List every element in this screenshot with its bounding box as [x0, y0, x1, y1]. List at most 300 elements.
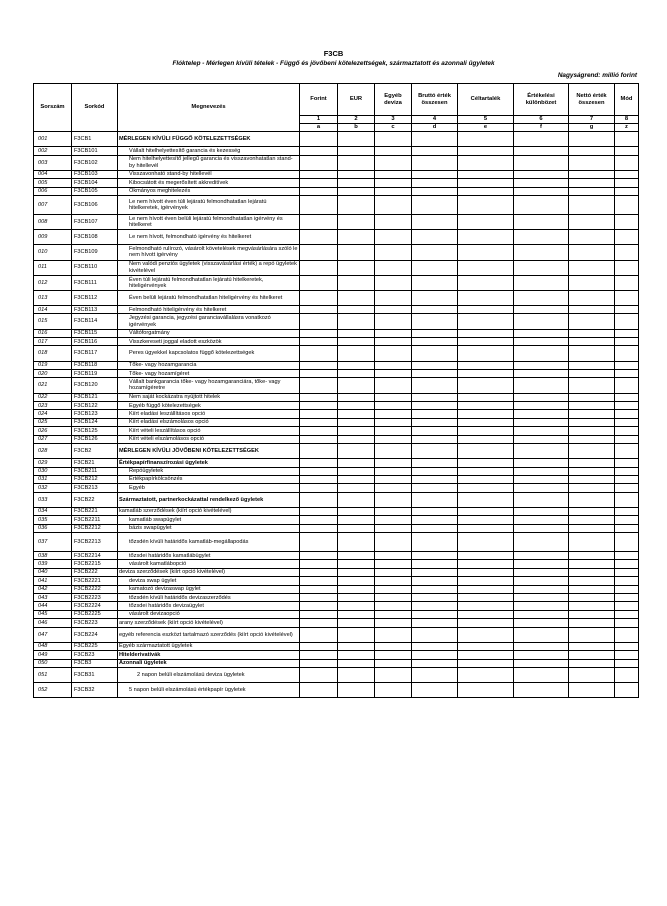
- value-cell[interactable]: [569, 245, 615, 260]
- value-cell[interactable]: [375, 132, 412, 147]
- value-cell[interactable]: [569, 214, 615, 229]
- value-cell[interactable]: [338, 290, 375, 305]
- value-cell[interactable]: [338, 338, 375, 346]
- value-cell[interactable]: [569, 475, 615, 483]
- value-cell[interactable]: [375, 187, 412, 195]
- value-cell[interactable]: [412, 475, 458, 483]
- value-cell[interactable]: [615, 245, 639, 260]
- value-cell[interactable]: [412, 659, 458, 667]
- value-cell[interactable]: [458, 306, 514, 314]
- value-cell[interactable]: [375, 524, 412, 532]
- value-cell[interactable]: [412, 329, 458, 337]
- value-cell[interactable]: [412, 418, 458, 426]
- value-cell[interactable]: [375, 507, 412, 515]
- value-cell[interactable]: [514, 459, 569, 467]
- value-cell[interactable]: [300, 214, 338, 229]
- value-cell[interactable]: [300, 524, 338, 532]
- value-cell[interactable]: [514, 659, 569, 667]
- value-cell[interactable]: [569, 338, 615, 346]
- value-cell[interactable]: [412, 170, 458, 178]
- value-cell[interactable]: [300, 306, 338, 314]
- value-cell[interactable]: [514, 290, 569, 305]
- value-cell[interactable]: [338, 610, 375, 618]
- value-cell[interactable]: [338, 533, 375, 552]
- value-cell[interactable]: [615, 346, 639, 361]
- value-cell[interactable]: [569, 329, 615, 337]
- value-cell[interactable]: [615, 659, 639, 667]
- value-cell[interactable]: [412, 187, 458, 195]
- value-cell[interactable]: [338, 683, 375, 698]
- value-cell[interactable]: [412, 602, 458, 610]
- value-cell[interactable]: [375, 467, 412, 475]
- value-cell[interactable]: [458, 443, 514, 458]
- value-cell[interactable]: [514, 418, 569, 426]
- value-cell[interactable]: [458, 577, 514, 585]
- value-cell[interactable]: [569, 435, 615, 443]
- value-cell[interactable]: [338, 378, 375, 393]
- value-cell[interactable]: [569, 552, 615, 560]
- value-cell[interactable]: [412, 577, 458, 585]
- value-cell[interactable]: [569, 370, 615, 378]
- value-cell[interactable]: [412, 427, 458, 435]
- value-cell[interactable]: [458, 427, 514, 435]
- value-cell[interactable]: [569, 651, 615, 659]
- value-cell[interactable]: [458, 410, 514, 418]
- value-cell[interactable]: [300, 427, 338, 435]
- value-cell[interactable]: [514, 132, 569, 147]
- value-cell[interactable]: [569, 314, 615, 329]
- value-cell[interactable]: [458, 346, 514, 361]
- value-cell[interactable]: [569, 401, 615, 409]
- value-cell[interactable]: [300, 459, 338, 467]
- value-cell[interactable]: [615, 230, 639, 245]
- value-cell[interactable]: [338, 260, 375, 275]
- value-cell[interactable]: [458, 195, 514, 214]
- value-cell[interactable]: [514, 378, 569, 393]
- value-cell[interactable]: [569, 642, 615, 650]
- value-cell[interactable]: [338, 410, 375, 418]
- value-cell[interactable]: [458, 533, 514, 552]
- value-cell[interactable]: [615, 378, 639, 393]
- value-cell[interactable]: [375, 214, 412, 229]
- value-cell[interactable]: [338, 155, 375, 170]
- value-cell[interactable]: [458, 290, 514, 305]
- value-cell[interactable]: [615, 361, 639, 369]
- value-cell[interactable]: [615, 492, 639, 507]
- value-cell[interactable]: [514, 475, 569, 483]
- value-cell[interactable]: [375, 484, 412, 492]
- value-cell[interactable]: [300, 361, 338, 369]
- value-cell[interactable]: [458, 484, 514, 492]
- value-cell[interactable]: [338, 651, 375, 659]
- value-cell[interactable]: [458, 155, 514, 170]
- value-cell[interactable]: [569, 659, 615, 667]
- value-cell[interactable]: [514, 552, 569, 560]
- value-cell[interactable]: [338, 577, 375, 585]
- value-cell[interactable]: [569, 467, 615, 475]
- value-cell[interactable]: [338, 306, 375, 314]
- value-cell[interactable]: [300, 195, 338, 214]
- value-cell[interactable]: [458, 492, 514, 507]
- value-cell[interactable]: [300, 516, 338, 524]
- value-cell[interactable]: [412, 467, 458, 475]
- value-cell[interactable]: [569, 602, 615, 610]
- value-cell[interactable]: [338, 619, 375, 627]
- value-cell[interactable]: [375, 577, 412, 585]
- value-cell[interactable]: [338, 147, 375, 155]
- value-cell[interactable]: [375, 230, 412, 245]
- value-cell[interactable]: [412, 260, 458, 275]
- value-cell[interactable]: [514, 187, 569, 195]
- value-cell[interactable]: [338, 459, 375, 467]
- value-cell[interactable]: [412, 214, 458, 229]
- value-cell[interactable]: [375, 568, 412, 576]
- value-cell[interactable]: [338, 492, 375, 507]
- value-cell[interactable]: [569, 170, 615, 178]
- value-cell[interactable]: [615, 338, 639, 346]
- value-cell[interactable]: [514, 492, 569, 507]
- value-cell[interactable]: [514, 361, 569, 369]
- value-cell[interactable]: [615, 132, 639, 147]
- value-cell[interactable]: [375, 667, 412, 682]
- value-cell[interactable]: [300, 410, 338, 418]
- value-cell[interactable]: [458, 667, 514, 682]
- value-cell[interactable]: [412, 245, 458, 260]
- value-cell[interactable]: [569, 492, 615, 507]
- value-cell[interactable]: [375, 275, 412, 290]
- value-cell[interactable]: [514, 306, 569, 314]
- value-cell[interactable]: [338, 346, 375, 361]
- value-cell[interactable]: [412, 370, 458, 378]
- value-cell[interactable]: [514, 338, 569, 346]
- value-cell[interactable]: [569, 610, 615, 618]
- value-cell[interactable]: [569, 155, 615, 170]
- value-cell[interactable]: [458, 659, 514, 667]
- value-cell[interactable]: [300, 475, 338, 483]
- value-cell[interactable]: [338, 642, 375, 650]
- value-cell[interactable]: [514, 401, 569, 409]
- value-cell[interactable]: [615, 560, 639, 568]
- value-cell[interactable]: [338, 245, 375, 260]
- value-cell[interactable]: [300, 593, 338, 601]
- value-cell[interactable]: [338, 552, 375, 560]
- value-cell[interactable]: [458, 329, 514, 337]
- value-cell[interactable]: [412, 683, 458, 698]
- value-cell[interactable]: [514, 147, 569, 155]
- value-cell[interactable]: [569, 187, 615, 195]
- value-cell[interactable]: [514, 524, 569, 532]
- value-cell[interactable]: [412, 642, 458, 650]
- value-cell[interactable]: [375, 475, 412, 483]
- value-cell[interactable]: [338, 214, 375, 229]
- value-cell[interactable]: [615, 195, 639, 214]
- value-cell[interactable]: [615, 467, 639, 475]
- value-cell[interactable]: [514, 467, 569, 475]
- value-cell[interactable]: [615, 568, 639, 576]
- value-cell[interactable]: [615, 187, 639, 195]
- value-cell[interactable]: [615, 593, 639, 601]
- value-cell[interactable]: [569, 393, 615, 401]
- value-cell[interactable]: [412, 338, 458, 346]
- value-cell[interactable]: [458, 275, 514, 290]
- value-cell[interactable]: [375, 338, 412, 346]
- value-cell[interactable]: [569, 459, 615, 467]
- value-cell[interactable]: [458, 314, 514, 329]
- value-cell[interactable]: [412, 560, 458, 568]
- value-cell[interactable]: [458, 179, 514, 187]
- value-cell[interactable]: [300, 418, 338, 426]
- value-cell[interactable]: [300, 170, 338, 178]
- value-cell[interactable]: [375, 418, 412, 426]
- value-cell[interactable]: [300, 533, 338, 552]
- value-cell[interactable]: [375, 155, 412, 170]
- value-cell[interactable]: [615, 418, 639, 426]
- value-cell[interactable]: [412, 492, 458, 507]
- value-cell[interactable]: [338, 475, 375, 483]
- value-cell[interactable]: [514, 568, 569, 576]
- value-cell[interactable]: [300, 314, 338, 329]
- value-cell[interactable]: [458, 560, 514, 568]
- value-cell[interactable]: [514, 275, 569, 290]
- value-cell[interactable]: [458, 585, 514, 593]
- value-cell[interactable]: [338, 467, 375, 475]
- value-cell[interactable]: [338, 370, 375, 378]
- value-cell[interactable]: [458, 619, 514, 627]
- value-cell[interactable]: [338, 435, 375, 443]
- value-cell[interactable]: [569, 533, 615, 552]
- value-cell[interactable]: [514, 260, 569, 275]
- value-cell[interactable]: [514, 683, 569, 698]
- value-cell[interactable]: [615, 435, 639, 443]
- value-cell[interactable]: [375, 435, 412, 443]
- value-cell[interactable]: [300, 602, 338, 610]
- value-cell[interactable]: [375, 260, 412, 275]
- value-cell[interactable]: [412, 306, 458, 314]
- value-cell[interactable]: [300, 245, 338, 260]
- value-cell[interactable]: [338, 179, 375, 187]
- value-cell[interactable]: [569, 560, 615, 568]
- value-cell[interactable]: [615, 667, 639, 682]
- value-cell[interactable]: [615, 214, 639, 229]
- value-cell[interactable]: [569, 593, 615, 601]
- value-cell[interactable]: [569, 524, 615, 532]
- value-cell[interactable]: [300, 642, 338, 650]
- value-cell[interactable]: [375, 610, 412, 618]
- value-cell[interactable]: [514, 346, 569, 361]
- value-cell[interactable]: [375, 627, 412, 642]
- value-cell[interactable]: [615, 443, 639, 458]
- value-cell[interactable]: [458, 187, 514, 195]
- value-cell[interactable]: [514, 435, 569, 443]
- value-cell[interactable]: [514, 179, 569, 187]
- value-cell[interactable]: [338, 667, 375, 682]
- value-cell[interactable]: [569, 195, 615, 214]
- value-cell[interactable]: [615, 393, 639, 401]
- value-cell[interactable]: [300, 667, 338, 682]
- value-cell[interactable]: [300, 560, 338, 568]
- value-cell[interactable]: [615, 401, 639, 409]
- value-cell[interactable]: [412, 314, 458, 329]
- value-cell[interactable]: [300, 683, 338, 698]
- value-cell[interactable]: [569, 410, 615, 418]
- value-cell[interactable]: [569, 346, 615, 361]
- value-cell[interactable]: [514, 410, 569, 418]
- value-cell[interactable]: [514, 155, 569, 170]
- value-cell[interactable]: [300, 290, 338, 305]
- value-cell[interactable]: [375, 370, 412, 378]
- value-cell[interactable]: [375, 516, 412, 524]
- value-cell[interactable]: [375, 393, 412, 401]
- value-cell[interactable]: [375, 306, 412, 314]
- value-cell[interactable]: [338, 659, 375, 667]
- value-cell[interactable]: [300, 552, 338, 560]
- value-cell[interactable]: [569, 361, 615, 369]
- value-cell[interactable]: [412, 651, 458, 659]
- value-cell[interactable]: [375, 585, 412, 593]
- value-cell[interactable]: [375, 459, 412, 467]
- value-cell[interactable]: [514, 230, 569, 245]
- value-cell[interactable]: [412, 275, 458, 290]
- value-cell[interactable]: [338, 602, 375, 610]
- value-cell[interactable]: [375, 410, 412, 418]
- value-cell[interactable]: [569, 577, 615, 585]
- value-cell[interactable]: [412, 552, 458, 560]
- value-cell[interactable]: [569, 585, 615, 593]
- value-cell[interactable]: [338, 314, 375, 329]
- value-cell[interactable]: [615, 524, 639, 532]
- value-cell[interactable]: [458, 338, 514, 346]
- value-cell[interactable]: [375, 329, 412, 337]
- value-cell[interactable]: [514, 195, 569, 214]
- value-cell[interactable]: [300, 484, 338, 492]
- value-cell[interactable]: [569, 306, 615, 314]
- value-cell[interactable]: [458, 418, 514, 426]
- value-cell[interactable]: [615, 484, 639, 492]
- value-cell[interactable]: [375, 659, 412, 667]
- value-cell[interactable]: [569, 147, 615, 155]
- value-cell[interactable]: [300, 275, 338, 290]
- value-cell[interactable]: [615, 314, 639, 329]
- value-cell[interactable]: [569, 230, 615, 245]
- value-cell[interactable]: [338, 361, 375, 369]
- value-cell[interactable]: [338, 484, 375, 492]
- value-cell[interactable]: [300, 260, 338, 275]
- value-cell[interactable]: [615, 651, 639, 659]
- value-cell[interactable]: [338, 585, 375, 593]
- value-cell[interactable]: [300, 230, 338, 245]
- value-cell[interactable]: [615, 147, 639, 155]
- value-cell[interactable]: [300, 132, 338, 147]
- value-cell[interactable]: [375, 290, 412, 305]
- value-cell[interactable]: [569, 484, 615, 492]
- value-cell[interactable]: [412, 507, 458, 515]
- value-cell[interactable]: [615, 552, 639, 560]
- value-cell[interactable]: [338, 627, 375, 642]
- value-cell[interactable]: [338, 401, 375, 409]
- value-cell[interactable]: [375, 170, 412, 178]
- value-cell[interactable]: [569, 627, 615, 642]
- value-cell[interactable]: [615, 329, 639, 337]
- value-cell[interactable]: [458, 524, 514, 532]
- value-cell[interactable]: [300, 492, 338, 507]
- value-cell[interactable]: [300, 585, 338, 593]
- value-cell[interactable]: [615, 642, 639, 650]
- value-cell[interactable]: [300, 627, 338, 642]
- value-cell[interactable]: [514, 577, 569, 585]
- value-cell[interactable]: [412, 516, 458, 524]
- value-cell[interactable]: [458, 651, 514, 659]
- value-cell[interactable]: [300, 659, 338, 667]
- value-cell[interactable]: [514, 214, 569, 229]
- value-cell[interactable]: [375, 443, 412, 458]
- value-cell[interactable]: [615, 627, 639, 642]
- value-cell[interactable]: [615, 260, 639, 275]
- value-cell[interactable]: [615, 533, 639, 552]
- value-cell[interactable]: [338, 393, 375, 401]
- value-cell[interactable]: [412, 484, 458, 492]
- value-cell[interactable]: [300, 401, 338, 409]
- value-cell[interactable]: [615, 585, 639, 593]
- value-cell[interactable]: [412, 627, 458, 642]
- value-cell[interactable]: [514, 507, 569, 515]
- value-cell[interactable]: [458, 516, 514, 524]
- value-cell[interactable]: [375, 642, 412, 650]
- value-cell[interactable]: [338, 516, 375, 524]
- value-cell[interactable]: [375, 651, 412, 659]
- value-cell[interactable]: [458, 260, 514, 275]
- value-cell[interactable]: [375, 427, 412, 435]
- value-cell[interactable]: [300, 346, 338, 361]
- value-cell[interactable]: [514, 593, 569, 601]
- value-cell[interactable]: [412, 401, 458, 409]
- value-cell[interactable]: [514, 642, 569, 650]
- value-cell[interactable]: [412, 667, 458, 682]
- value-cell[interactable]: [375, 195, 412, 214]
- value-cell[interactable]: [569, 418, 615, 426]
- value-cell[interactable]: [300, 507, 338, 515]
- value-cell[interactable]: [514, 610, 569, 618]
- value-cell[interactable]: [514, 329, 569, 337]
- value-cell[interactable]: [412, 290, 458, 305]
- value-cell[interactable]: [300, 577, 338, 585]
- value-cell[interactable]: [412, 619, 458, 627]
- value-cell[interactable]: [412, 179, 458, 187]
- value-cell[interactable]: [514, 443, 569, 458]
- value-cell[interactable]: [375, 147, 412, 155]
- value-cell[interactable]: [569, 683, 615, 698]
- value-cell[interactable]: [514, 170, 569, 178]
- value-cell[interactable]: [338, 443, 375, 458]
- value-cell[interactable]: [375, 346, 412, 361]
- value-cell[interactable]: [569, 568, 615, 576]
- value-cell[interactable]: [375, 533, 412, 552]
- value-cell[interactable]: [412, 346, 458, 361]
- value-cell[interactable]: [412, 195, 458, 214]
- value-cell[interactable]: [458, 475, 514, 483]
- value-cell[interactable]: [514, 560, 569, 568]
- value-cell[interactable]: [338, 507, 375, 515]
- value-cell[interactable]: [300, 338, 338, 346]
- value-cell[interactable]: [569, 619, 615, 627]
- value-cell[interactable]: [375, 179, 412, 187]
- value-cell[interactable]: [375, 401, 412, 409]
- value-cell[interactable]: [458, 245, 514, 260]
- value-cell[interactable]: [514, 651, 569, 659]
- value-cell[interactable]: [615, 306, 639, 314]
- value-cell[interactable]: [615, 370, 639, 378]
- value-cell[interactable]: [458, 459, 514, 467]
- value-cell[interactable]: [458, 507, 514, 515]
